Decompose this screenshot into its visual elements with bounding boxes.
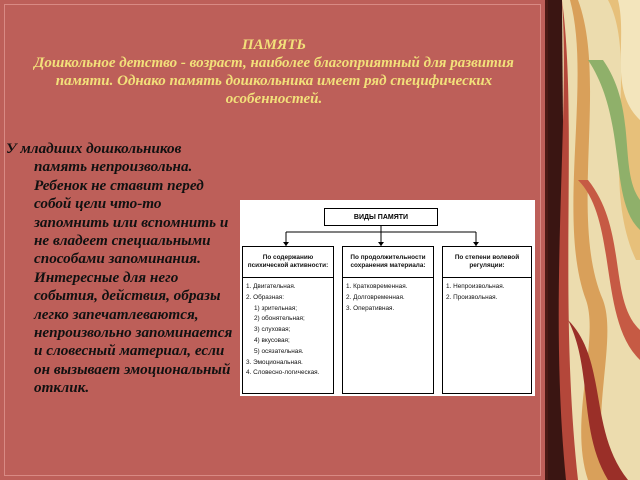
list-item: 1) зрительная; bbox=[254, 304, 298, 312]
title-subtitle: Дошкольное детство - возраст, наиболее благоприятный для развития памяти. Однако память дошкольника имеет ряд специфических особенностей. bbox=[34, 55, 514, 107]
list-item: 3. Эмоциональная. bbox=[246, 358, 303, 366]
list-item: 1. Кратковременная. bbox=[346, 283, 408, 290]
memory-types-diagram bbox=[240, 200, 535, 396]
title-heading: ПАМЯТЬ bbox=[241, 37, 306, 53]
list-item: 2. Образная: bbox=[246, 293, 285, 301]
list-item: 4. Словесно-логическая. bbox=[246, 369, 320, 377]
body-first-line: У младших дошкольников bbox=[6, 140, 182, 157]
list-item: 4) вкусовая; bbox=[254, 336, 290, 344]
column-header: По содержанию психической активности: bbox=[243, 247, 333, 278]
diagram-column-duration bbox=[342, 246, 434, 394]
decorative-side-panel bbox=[548, 0, 640, 480]
list-item: 2. Долговременная. bbox=[346, 293, 405, 301]
body-paragraph bbox=[6, 140, 238, 398]
decorative-ribbons-icon bbox=[548, 0, 640, 480]
list-item: 3) слуховая; bbox=[254, 326, 291, 334]
list-item: 5) осязательная. bbox=[254, 347, 304, 355]
list-item: 2) обонятельная; bbox=[254, 315, 305, 323]
column-header: По степени волевой регуляции: bbox=[443, 247, 531, 278]
list-item: 3. Оперативная. bbox=[346, 304, 395, 312]
slide-title bbox=[14, 36, 534, 108]
list-item: 1. Двигательная. bbox=[246, 283, 296, 290]
diagram-column-content bbox=[242, 246, 334, 394]
body-rest: память непроизвольна. Ребенок не ставит перед собой цели что-то запомнить или вспомнить и не владеет специальными способами запоминания. Интересные для него события, действия, образы легко запечатлеваются, непроизвольно запоминается и словесный материал, если он вызывает эмоциональный отклик. bbox=[34, 158, 233, 397]
diagram-title-box: ВИДЫ ПАМЯТИ bbox=[324, 208, 438, 226]
list-item: 1. Непроизвольная. bbox=[446, 283, 505, 290]
column-header: По продолжительности сохранения материала: bbox=[343, 247, 433, 278]
list-item: 2. Произвольная. bbox=[446, 293, 498, 301]
diagram-column-volition bbox=[442, 246, 532, 394]
